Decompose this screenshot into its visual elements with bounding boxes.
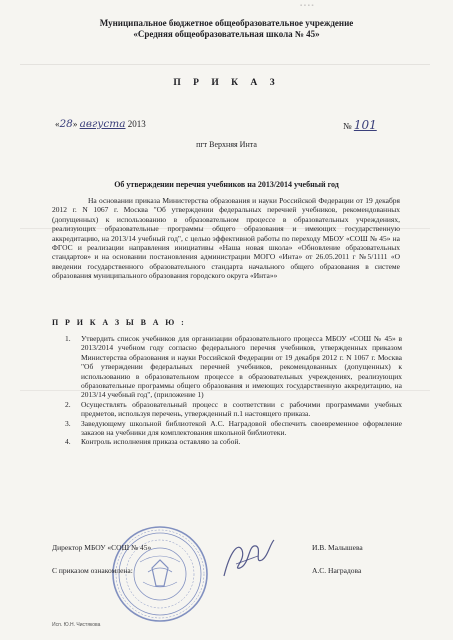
item-text: Утвердить список учебников для организации образовательного процесса МБОУ «СОШ № 45» в 2013/2014 учебном году согласно федерального перечня учебников, утвержденных приказом Министерства образования и науки Российской Федерации от 19 декабря 2012 г. N 1067 г. Москва "Об утверждении федеральных перечней учебников, рекомендованных (допущенных) к использованию в образовательном процессе в образовательных учреждениях, реализующих образовательные программы общего образования и имеющих государственную аккредитацию, на 2013/14 учебный год", (приложение 1) (81, 334, 402, 400)
item-number: 1. (65, 334, 71, 343)
order-subject: Об утверждении перечня учебников на 2013/2014 учебный год (114, 180, 339, 189)
number-value: 101 (353, 118, 377, 132)
order-heading: П Р И К А З Ы В А Ю : (52, 318, 187, 327)
handwritten-signature-icon (218, 534, 278, 584)
preamble-paragraph: На основании приказа Министерства образования и науки Российской Федерации от 19 декабря 2012 г. N 1067 г. Москва "Об утверждении федеральных перечней учебников, рекомендованных (допущенных) к использованию в образовательном процессе в образовательных учреждениях, реализующих образовательные программы общего образования и имеющих государственную аккредитацию, на 2013/14 учебный год", с целью эффективной работы по переходу МБОУ «СОШ № 45» на ФГОС и реализации направления инициативы «Наша новая школа» «Обновление образовательных стандартов» и на основании постановления администрации МОГО «Инта» от 26.05.2011 г №5/1111 «О введении государственного образовательного стандарта начального общего образования в системе образования муниципального образования городского округа «Инта»» (52, 196, 400, 281)
date-year: 2013 (127, 119, 146, 129)
date-month: августа (79, 118, 126, 130)
place-of-issue: пгт Верхняя Инта (196, 140, 257, 149)
list-item (65, 419, 402, 438)
order-items (65, 334, 402, 447)
item-text: Контроль исполнения приказа оставляю за собой. (81, 437, 241, 447)
acknowledgement-label: С приказом ознакомлена: (52, 566, 133, 575)
list-item (65, 400, 402, 419)
date-open-quote: « (55, 119, 60, 129)
organization-line-1: Муниципальное бюджетное общеобразовательное учреждение (99, 18, 354, 28)
director-name: И.В. Малышева (312, 543, 363, 552)
acknowledgement-name: А.С. Наградова (312, 566, 362, 575)
order-number (343, 118, 377, 132)
list-item (65, 437, 402, 446)
director-title: Директор МБОУ «СОШ № 45» (52, 543, 152, 552)
director-signature-row (52, 543, 402, 552)
bleed-through: ▪ ▪ ▪ ▪ (300, 3, 314, 9)
executor-note: Исп. Ю.Н. Чистякова (52, 622, 101, 628)
item-number: 4. (65, 437, 71, 447)
order-date (55, 118, 146, 130)
bleed-through-line (20, 64, 430, 65)
item-text: Заведующему школьной библиотекой А.С. Наградовой обеспечить своевременное оформление заказов на учебники для комплектования школьной библиотеки. (81, 418, 402, 438)
date-day: 28 (59, 118, 73, 130)
acknowledgement-row (52, 566, 402, 575)
item-text: Осуществлять образовательный процесс в соответствии с рабочими программами учебных предметов, используя перечень, утвержденный п.1 настоящего приказа. (81, 399, 402, 419)
item-number: 2. (65, 399, 71, 409)
list-item (65, 334, 402, 400)
number-prefix: № (343, 121, 352, 131)
date-close-quote: » (72, 119, 78, 129)
organization-line-2: «Средняя общеобразовательная школа № 45» (133, 29, 320, 39)
item-number: 3. (65, 418, 71, 428)
organization-header (0, 18, 453, 40)
document-title: П Р И К А З (173, 78, 280, 88)
